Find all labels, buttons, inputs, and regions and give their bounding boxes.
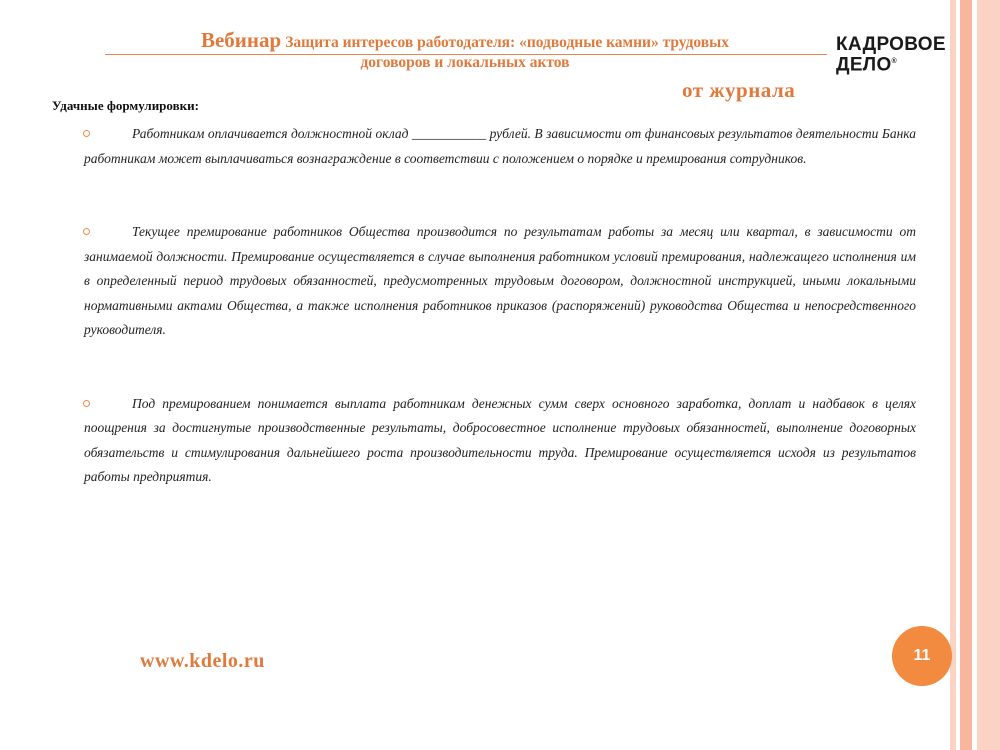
logo-word: ДЕЛО bbox=[836, 54, 892, 76]
from-journal-label: от журнала bbox=[682, 78, 796, 102]
bullet-text: Работникам оплачивается должностной оклад ___________ рублей. В зависимости от финансовых результатов деятельности Банка работникам может выплачиваться вознаграждение в соответствии с положением о порядке и премирования сотрудников. bbox=[84, 126, 916, 166]
kadrovoe-delo-logo bbox=[836, 34, 956, 76]
bullet-text: Текущее премирование работников Общества производится по результатам работы за месяц или квартал, в зависимости от занимаемой должности. Премирование осуществляется в случае выполнения работником условий премирования, надлежащего исполнения им в определенный период трудовых обязанностей, предусмотренных трудовым договором, должностной инструкцией, иными локальными нормативными актами Общества, а также исполнения работников приказов (распоряжений) руководства Общества и непосредственного руководителя. bbox=[84, 224, 916, 337]
webinar-label: Вебинар bbox=[200, 28, 282, 52]
website-link[interactable]: www.kdelo.ru bbox=[140, 650, 265, 672]
slide-title bbox=[100, 30, 830, 73]
list-item bbox=[84, 392, 916, 490]
bullet-circle-icon bbox=[83, 228, 90, 235]
decor-stripe bbox=[977, 0, 1000, 750]
webinar-topic-line2: договоров и локальных актов bbox=[360, 54, 570, 71]
bullet-text: Под премированием понимается выплата работникам денежных сумм сверх основного заработка, доплат и надбавок в целях поощрения за достигнутые производственные результаты, добросовестное исполнение трудовых обязанностей, выполнение договорных обязательств и стимулирования дальнейшего роста производительности труда. Премирование осуществляется исходя из результатов работы предприятия. bbox=[84, 395, 916, 484]
page-number-badge: 11 bbox=[892, 626, 952, 686]
bullet-circle-icon bbox=[83, 400, 90, 407]
list-item bbox=[84, 220, 916, 343]
section-heading: Удачные формулировки: bbox=[52, 98, 199, 113]
webinar-topic-line1: Защита интересов работодателя: «подводные камни» трудовых bbox=[285, 34, 730, 51]
bullet-circle-icon bbox=[83, 130, 90, 137]
list-item bbox=[84, 122, 916, 171]
logo-line2 bbox=[836, 53, 956, 76]
logo-line1: КАДРОВОЕ bbox=[836, 34, 946, 55]
decor-stripe bbox=[960, 0, 972, 750]
bullet-list bbox=[84, 122, 916, 490]
registered-mark: ® bbox=[891, 58, 897, 65]
